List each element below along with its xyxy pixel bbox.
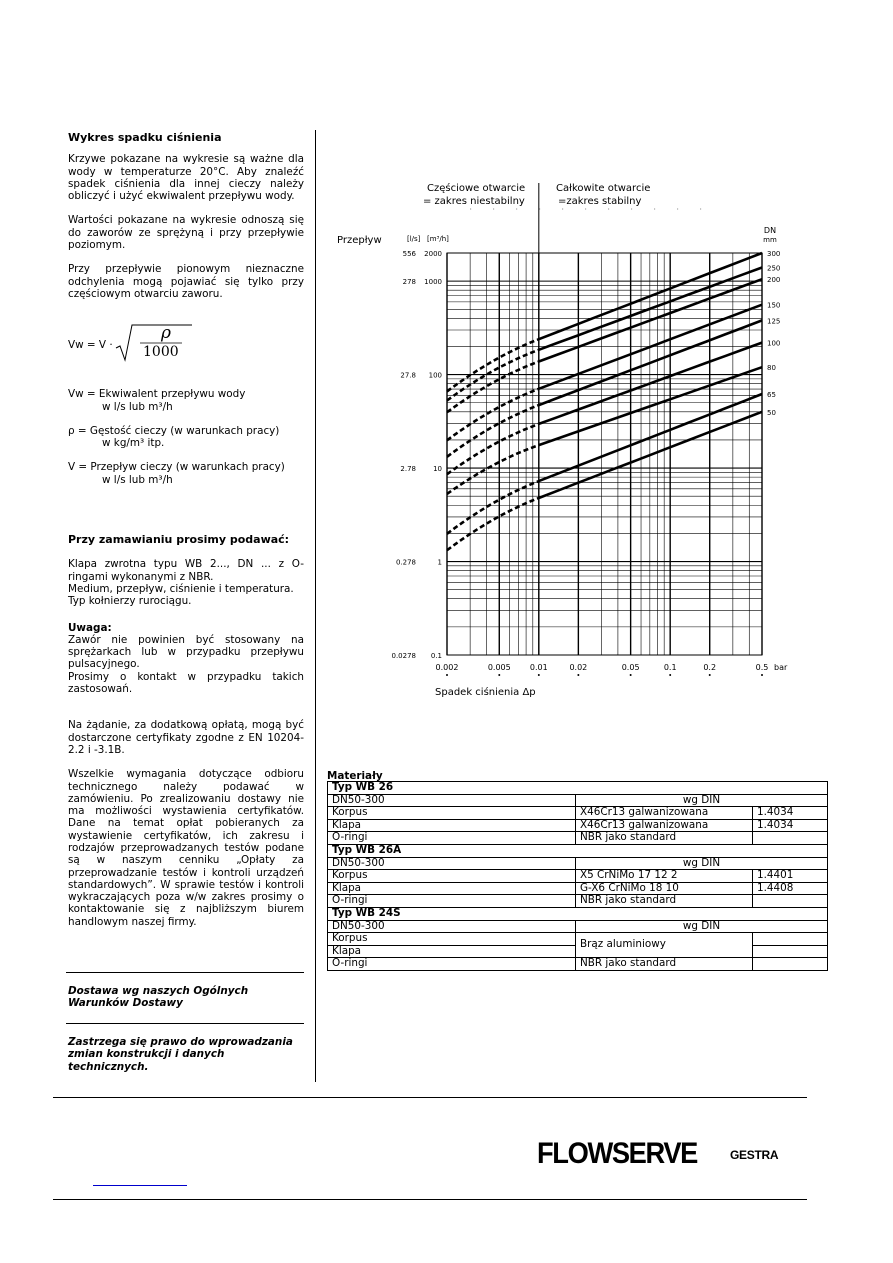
x-tick-label: 0.1: [663, 663, 677, 672]
y-tick-label-ls: 278: [402, 278, 416, 287]
series-dn200-partial: [447, 362, 539, 413]
order-heading: Przy zamawianiu prosimy podawać:: [68, 533, 290, 547]
order-item-2: Medium, przepływ, ciśnienie i temperatura.: [68, 582, 294, 595]
formula-rho: ρ: [161, 323, 171, 344]
table-row: Korpus X46Cr13 galwanizowana 1.4034: [328, 807, 828, 820]
paragraph-certificates: Na żądanie, za dodatkową opłatą, mogą być dostarczone certyfikaty zgodne z EN 10204-2.2 i -3.1B.: [68, 719, 304, 756]
series-label-dn200: 200: [767, 276, 781, 285]
rights-note: Zastrzega się prawo do wprowadzania zmian konstrukcji i danych technicznych.: [68, 1036, 293, 1073]
pressure-drop-chart: [330, 175, 800, 705]
x-tick-dot: [446, 674, 448, 676]
series-label-dn250: 250: [767, 264, 781, 273]
y-tick-label-m3h: 2000: [424, 250, 442, 258]
column-divider: [315, 130, 316, 1082]
paragraph-requirements: Wszelkie wymagania dotyczące odbioru technicznego należy podawać w zamówieniu. Po zrealizowaniu dostawy nie ma możliwości wystawienia certyfikatów. Dane na temat opłat pobieranych za wystawienie certyfikatów, ich zakresu i rodzajów przeprowadzanych testów podane są w naszym cenniku „Opłaty za przeprowadzanie testów i kontroli urządzeń standardowych”. W sprawie testów i kontroli wykraczających poza w/w zakres prosimy o kontaktowanie się z najbliższym biurem handlowym naszej firmy.: [68, 768, 304, 928]
series-dn300-full: [539, 253, 762, 339]
type-cell: Typ WB 26A: [328, 844, 828, 857]
x-tick-dot: [498, 674, 500, 676]
norm-cell: DN50-300: [328, 794, 576, 807]
table-row: [328, 794, 828, 807]
flowserve-logo: [537, 1137, 701, 1167]
left-divider-1: [66, 972, 304, 973]
x-tick-dot: [761, 674, 763, 676]
series-label-dn80: 80: [767, 364, 776, 373]
y-unit-m3h: [m³/h]: [427, 235, 449, 243]
paragraph-vertical: Przy przepływie pionowym nieznaczne odchylenia mogą pojawiać się tylko przy częściowym otwarciu zaworu.: [68, 263, 304, 300]
warning-heading: Uwaga:: [68, 621, 112, 634]
shared-material-cell: Brąz aluminiowy: [576, 933, 753, 958]
x-tick-label: 0.05: [621, 663, 640, 672]
region-full-label-2: =zakres stabilny: [558, 196, 642, 207]
warning-text-1: Zawór nie powinien być stosowany na sprężarkach lub w przypadku przepływu pulsacyjnego.: [68, 633, 304, 671]
y-tick-label-m3h: 10: [433, 465, 442, 474]
y-axis-title: Przepływ: [337, 235, 382, 246]
gestra-brand: GESTRA: [730, 1148, 779, 1162]
chart-series: [447, 253, 762, 550]
x-tick-label: 0.5: [755, 663, 769, 672]
svg-text:FLOWSERVE: FLOWSERVE: [537, 1137, 698, 1167]
formula-denominator: 1000: [143, 344, 179, 361]
x-tick-dot: [577, 674, 579, 676]
y-tick-label-ls: 556: [402, 250, 416, 258]
table-row: [328, 782, 828, 795]
table-row: O-ringi NBR jako standard: [328, 958, 828, 971]
delivery-note: Dostawa wg naszych Ogólnych Warunków Dostawy: [68, 985, 249, 1010]
standard-cell: wg DIN: [576, 794, 828, 807]
order-item-1: Klapa zwrotna typu WB 2..., DN ... z O-ringami wykonanymi z NBR.: [68, 558, 304, 583]
table-row: Klapa: [328, 945, 828, 958]
region-partial-label-2: = zakres niestabilny: [423, 196, 525, 207]
section-heading-pressure-drop: Wykres spadku ciśnienia: [68, 131, 222, 144]
paragraph-validity: Krzywe pokazane na wykresie są ważne dla wody w temperaturze 20°C. Aby znaleźć spadek ciśnienia dla innej cieczy należy obliczyć i użyć ekwiwalent przepływu wody.: [68, 153, 304, 203]
x-tick-label: 0.005: [487, 663, 511, 672]
dn-unit: mm: [763, 236, 777, 244]
y-tick-label-m3h: 0.1: [430, 652, 442, 660]
table-row: [328, 844, 828, 857]
standard-cell: wg DIN: [576, 920, 828, 933]
x-tick-label: 0.2: [703, 663, 717, 672]
order-item-3: Typ kołnierzy rurociągu.: [68, 595, 192, 608]
paragraph-spring: Wartości pokazane na wykresie odnoszą się do zaworów ze sprężyną i przy przepływie poziomym.: [68, 214, 304, 252]
footer-bottom-rule: [53, 1199, 807, 1200]
table-row: [328, 907, 828, 920]
y-tick-label-m3h: 1: [437, 558, 442, 567]
series-label-dn50: 50: [767, 408, 776, 417]
y-tick-label-m3h: 1000: [424, 278, 442, 287]
x-tick-label: 0.01: [529, 663, 548, 672]
left-column: [68, 132, 304, 940]
table-row: O-ringi NBR jako standard: [328, 832, 828, 845]
region-full-label-1: Całkowite otwarcie: [556, 183, 651, 194]
table-row: [328, 857, 828, 870]
x-axis-title: Spadek ciśnienia Δp: [435, 687, 536, 698]
definition-rho: ρ = Gęstość cieczy (w warunkach pracy) w kg/m³ itp.: [68, 424, 280, 450]
table-row: Klapa G-X6 CrNiMo 18 10 1.4408: [328, 882, 828, 895]
norm-cell: DN50-300: [328, 920, 576, 933]
series-label-dn125: 125: [767, 317, 781, 326]
table-row: Korpus Brąz aluminiowy: [328, 933, 828, 946]
series-label-dn150: 150: [767, 301, 781, 310]
chart-axes: [447, 183, 762, 655]
type-cell: Typ WB 24S: [328, 907, 828, 920]
materials-table: [327, 781, 828, 971]
series-label-dn300: 300: [767, 250, 781, 258]
table-row: [328, 920, 828, 933]
x-tick-dot: [709, 674, 711, 676]
standard-cell: wg DIN: [576, 857, 828, 870]
x-tick-dot: [538, 674, 540, 676]
table-row: Klapa X46Cr13 galwanizowana 1.4034: [328, 819, 828, 832]
table-row: O-ringi NBR jako standard: [328, 895, 828, 908]
x-tick-dot: [669, 674, 671, 676]
y-tick-label-ls: 2.78: [400, 465, 416, 474]
x-tick-dot: [630, 674, 632, 676]
y-tick-label-ls: 0.0278: [391, 652, 416, 660]
dn-header: DN: [763, 226, 777, 235]
warning-text-2: Prosimy o kontakt w przypadku takich zastosowań.: [68, 670, 304, 696]
x-unit-label: bar: [774, 663, 788, 672]
series-dn250-full: [539, 268, 762, 350]
x-tick-label: 0.002: [435, 663, 459, 672]
norm-cell: DN50-300: [328, 857, 576, 870]
y-tick-label-ls: 0.278: [395, 558, 416, 567]
series-label-dn65: 65: [767, 391, 776, 400]
type-cell: Typ WB 26: [328, 782, 828, 795]
region-partial-label-1: Częściowe otwarcie: [427, 183, 526, 194]
x-tick-label: 0.02: [569, 663, 588, 672]
series-label-dn100: 100: [767, 339, 781, 348]
y-unit-ls: [l/s]: [407, 235, 421, 243]
series-dn150-partial: [447, 389, 539, 441]
table-row: Korpus X5 CrNiMo 17 12 2 1.4401: [328, 870, 828, 883]
definition-vw: Vw = Ekwiwalent przepływu wody w l/s lub m³/h: [68, 388, 246, 413]
formula-lhs: Vw = V ·: [68, 339, 113, 352]
y-tick-label-ls: 27.8: [400, 371, 416, 380]
footer-link-underline[interactable]: [93, 1185, 187, 1186]
series-dn200-full: [539, 279, 762, 361]
left-divider-2: [66, 1023, 304, 1024]
y-tick-label-m3h: 100: [428, 371, 442, 380]
footer-top-rule: [53, 1097, 807, 1098]
series-dn125-full: [539, 320, 762, 405]
definition-v: V = Przepływ cieczy (w warunkach pracy) w l/s lub m³/h: [68, 461, 285, 486]
formula: [68, 323, 304, 362]
series-dn50-full: [539, 412, 762, 498]
materials-title: Materiały: [327, 770, 383, 782]
